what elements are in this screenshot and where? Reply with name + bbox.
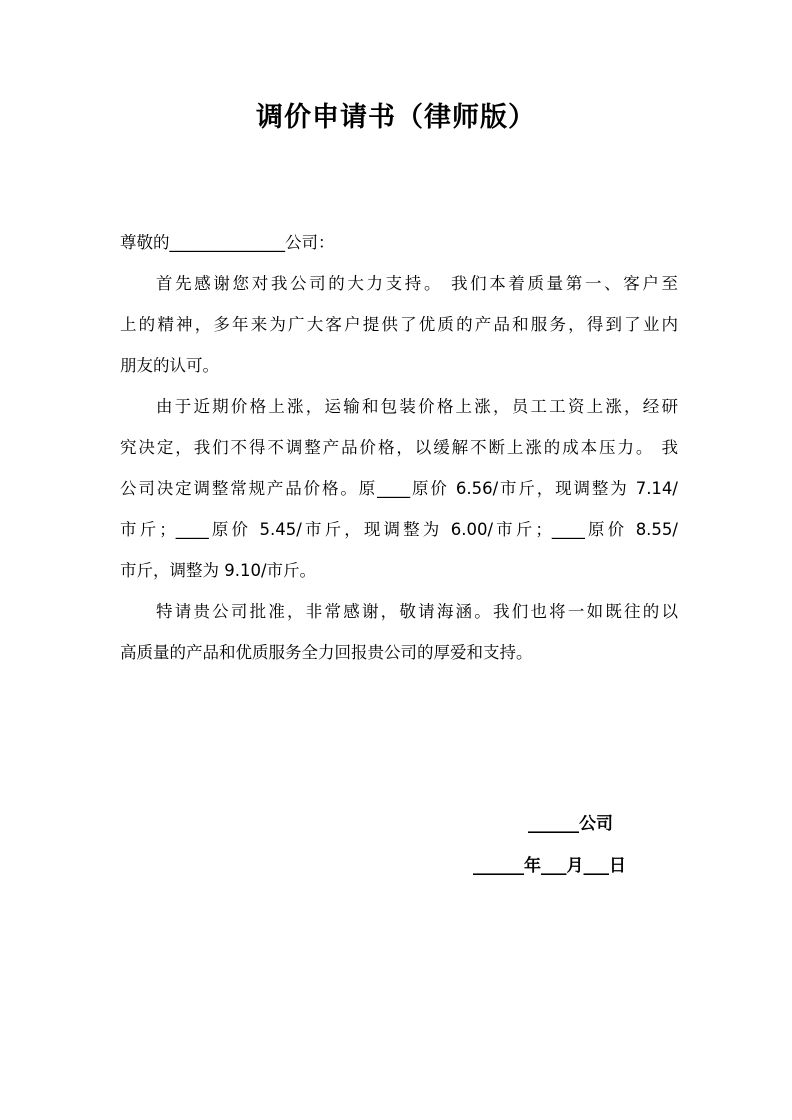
page-title: 调价申请书（律师版）	[256, 102, 536, 133]
paragraph-request	[120, 591, 678, 673]
paragraph-line: 首先感谢您对我公司的大力支持。 我们本着质量第一、客户至	[156, 274, 678, 293]
paragraph-price-adjustment	[120, 386, 678, 591]
salutation-prefix: 尊敬的	[120, 233, 170, 252]
paragraph-line: 究决定，我们不得不调整产品价格，以缓解不断上涨的成本压力。 我	[120, 438, 678, 457]
paragraph-line: 特请贵公司批准，非常感谢，敬请海涵。我们也将一如既往的以	[156, 602, 678, 621]
paragraph-thanks	[120, 263, 678, 386]
paragraph-line: 市斤，调整为 9.10/市斤。	[120, 561, 317, 580]
paragraph-line: 高质量的产品和优质服务全力回报贵公司的厚爱和支持。	[120, 643, 533, 662]
signature-company: ______公司	[528, 814, 613, 834]
letter-body	[120, 222, 678, 673]
paragraph-line: 公司决定调整常规产品价格。原____原价 6.56/市斤，现调整为 7.14/	[120, 479, 678, 498]
signature-date: ______年___月___日	[473, 856, 626, 876]
paragraph-line: 朋友的认可。	[120, 356, 219, 375]
salutation	[120, 222, 678, 263]
paragraph-line: 上的精神，多年来为广大客户提供了优质的产品和服务，得到了业内	[120, 315, 678, 334]
paragraph-line: 市斤；____原价 5.45/市斤，现调整为 6.00/市斤；____原价 8.55/	[120, 520, 678, 539]
company-name-blank: ______________	[169, 233, 285, 252]
paragraph-line: 由于近期价格上涨，运输和包装价格上涨，员工工资上涨，经研	[156, 397, 678, 416]
salutation-suffix: 公司：	[285, 233, 335, 252]
